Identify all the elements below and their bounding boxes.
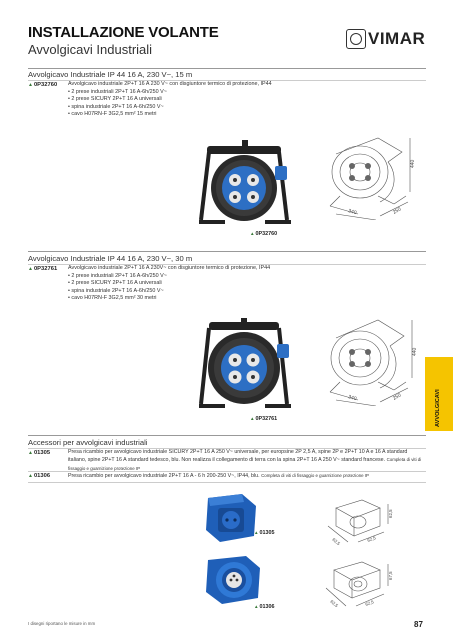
triangle-icon: ▲ [28, 266, 33, 272]
page-number: 87 [414, 620, 423, 629]
desc-line: • spina industriale 2P+T 16 A-6h/250 V~ [68, 103, 164, 110]
dim-label: 62,5 [329, 598, 340, 609]
desc-line: • 2 prese SICURY 2P+T 16 A universali [68, 280, 162, 287]
brand-logo [346, 28, 428, 50]
acc-item-code: ▲01305 [28, 450, 51, 456]
section2-description [68, 265, 398, 303]
product-image-reel-15m [195, 140, 295, 236]
section2-code: ▲0P32761 [28, 266, 58, 272]
divider [28, 435, 426, 436]
product-image-socket-01305 [200, 492, 262, 544]
dim-label: 62,5 [388, 509, 393, 518]
desc-line: • 2 prese industriali 2P+T 16 A-6h/250 V~ [68, 272, 167, 279]
dim-label: 67,5 [388, 571, 393, 580]
triangle-icon: ▲ [28, 82, 33, 88]
acc-caption-01305: ▲01305 [254, 530, 275, 536]
side-tab [425, 357, 453, 431]
dim-label: 250 [392, 206, 403, 216]
footer-note: I disegni riportano le misure in mm [28, 621, 96, 626]
desc-line: • 2 prese SICURY 2P+T 16 A universali [68, 96, 162, 103]
desc-line: • cavo H07RN-F 3G2,5 mm² 30 metri [68, 295, 157, 302]
acc-item-description: Presa ricambio per avvolgicavo industriale SICURY 2P+T 16 A 250 V~ universale, per europsine 2P 2,5 A, spine 2P e 2P+T 10 A e 16 A standard italiano, spine 2P+T 16 A standard tedesco, blu. Non realizza il collegamento di terra con la spina 2P+T 16 A 250 V~ standard francese. Completa di viti di fissaggio e guarnizione protezione IP [68, 449, 422, 471]
divider [28, 68, 426, 69]
triangle-icon: ▲ [254, 604, 259, 609]
section1-code: ▲0P32760 [28, 82, 58, 88]
brand-name: VIMAR [368, 29, 426, 48]
desc-line: • 2 prese industriali 2P+T 16 A-6h/250 V~ [68, 88, 167, 95]
acc-item-code: ▲01306 [28, 473, 51, 479]
section1-description [68, 81, 398, 119]
dim-label: 62,5 [331, 536, 342, 546]
section1-title: Avvolgicavo Industriale IP 44 16 A, 230 V~, 15 m [28, 70, 193, 79]
desc-line: • cavo H07RN-F 3G2,5 mm² 15 metri [68, 111, 157, 118]
triangle-icon: ▲ [254, 530, 259, 535]
acc-item-description: Presa ricambio per avvolgicavo industriale 2P+T 16 A - 6 h 200-250 V~, IP44, blu. Completa di viti di fissaggio e guarnizione protezione IP [68, 473, 369, 479]
triangle-icon: ▲ [28, 450, 33, 456]
desc-line: • spina industriale 2P+T 16 A-6h/250 V~ [68, 287, 164, 294]
product-image-socket-01306 [200, 552, 268, 608]
divider [28, 482, 426, 483]
page-title: INSTALLAZIONE VOLANTE [28, 24, 219, 41]
dim-label: 440 [412, 347, 418, 356]
desc-line: Avvolgicavo industriale 2P+T 16 A 230 V~ con disgiuntore termico di protezione, IP44 [68, 81, 272, 87]
technical-drawing-socket-01305 [322, 496, 396, 546]
dim-label: 340 [347, 394, 358, 403]
acc-caption-01306: ▲01306 [254, 604, 275, 610]
side-tab-label: AVVOLGICAVI [435, 389, 441, 427]
dim-label: 340 [347, 208, 358, 217]
technical-drawing-socket-01306 [320, 556, 398, 610]
dim-label: 250 [392, 392, 403, 402]
divider [28, 251, 426, 252]
triangle-icon: ▲ [250, 416, 255, 421]
dim-label: 62,5 [364, 599, 375, 607]
technical-drawing-reel-15m [318, 132, 426, 220]
desc-line: Avvolgicavo industriale 2P+T 16 A 230V~ con disgiuntore termico di protezione, IP44 [68, 265, 271, 271]
section1-caption: ▲0P32760 [250, 231, 278, 237]
technical-drawing-reel-30m [318, 314, 424, 406]
section2-title: Avvolgicavo Industriale IP 44 16 A, 230 V~, 30 m [28, 254, 193, 263]
dim-label: 62,5 [366, 535, 377, 543]
section2-caption: ▲0P32761 [250, 416, 278, 422]
dim-label: 440 [410, 159, 416, 168]
section3-title: Accessori per avvolgicavi industriali [28, 438, 148, 447]
triangle-icon: ▲ [28, 473, 33, 479]
product-image-reel-30m [195, 318, 295, 418]
logo-mark-icon [346, 29, 366, 49]
triangle-icon: ▲ [250, 231, 255, 236]
page-subtitle: Avvolgicavi Industriali [28, 42, 153, 57]
